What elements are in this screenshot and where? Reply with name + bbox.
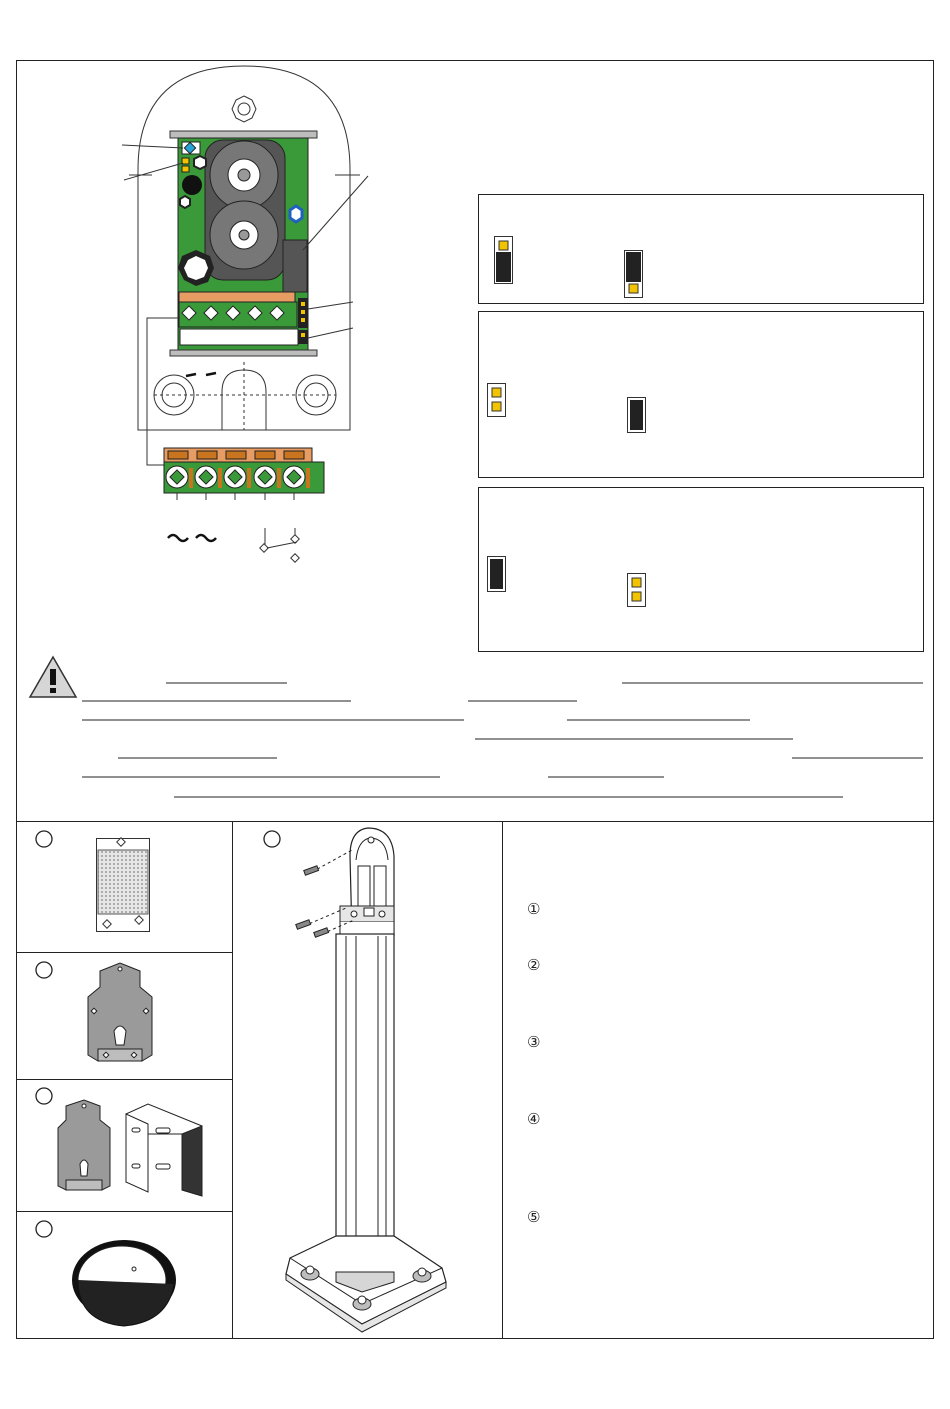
hood-ring-icon [68, 1222, 180, 1332]
angle-bracket-icon [52, 1098, 212, 1198]
item-circle-icon [35, 830, 55, 850]
divider [16, 952, 232, 953]
step-marker-4: ④ [527, 1110, 541, 1128]
step-marker-5: ⑤ [527, 1208, 541, 1226]
wall-bracket-icon [84, 961, 156, 1067]
item-circle-icon [35, 961, 55, 981]
item-circle-icon [263, 830, 283, 850]
mounting-pole-icon [282, 826, 452, 1334]
divider [16, 1079, 232, 1080]
step-marker-3: ③ [527, 1033, 541, 1051]
divider [16, 1211, 232, 1212]
reflector-plate-icon [96, 838, 152, 934]
step-marker-1: ① [527, 900, 541, 918]
step-marker-2: ② [527, 956, 541, 974]
item-circle-icon [35, 1220, 55, 1240]
